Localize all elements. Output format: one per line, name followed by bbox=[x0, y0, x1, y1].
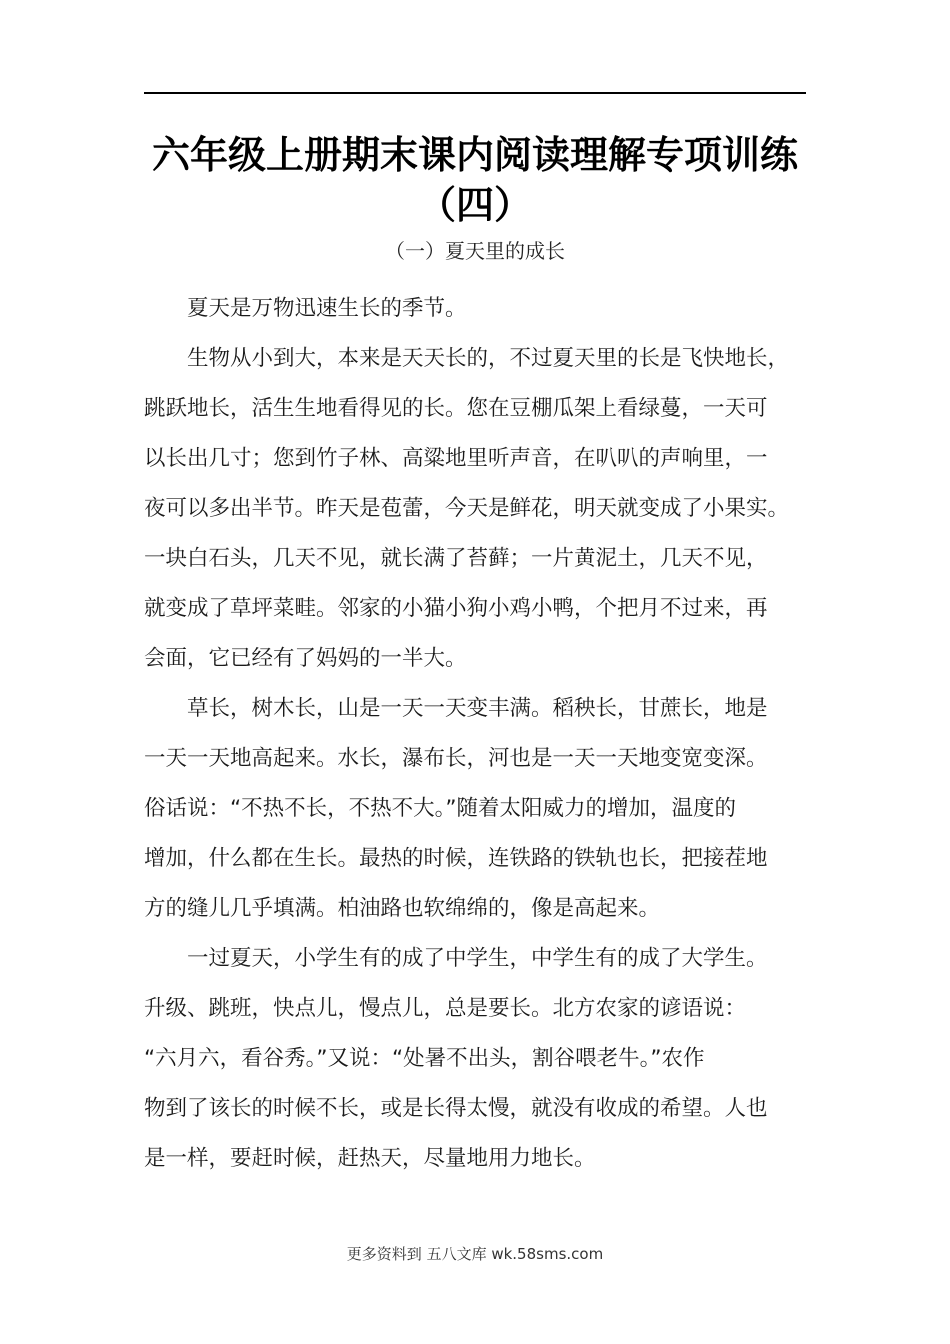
paragraph-line: 夜可以多出半节。昨天是苞蕾，今天是鲜花，明天就变成了小果实。 bbox=[144, 496, 790, 521]
paragraph-2 bbox=[144, 334, 824, 684]
paragraph-line: 夏天是万物迅速生长的季节。 bbox=[187, 296, 467, 321]
paragraph-line: 升级、跳班，快点儿，慢点儿，总是要长。北方农家的谚语说： bbox=[144, 996, 747, 1021]
page-title-line2: （四） bbox=[417, 183, 532, 227]
paragraph-line: 会面，它已经有了妈妈的一半大。 bbox=[144, 646, 467, 671]
paragraph-line: 以长出几寸；您到竹子林、高粱地里听声音，在叭叭的声响里，一 bbox=[144, 446, 768, 471]
article-body bbox=[144, 284, 824, 1184]
paragraph-line: 一天一天地高起来。水长，瀑布长，河也是一天一天地变宽变深。 bbox=[144, 746, 768, 771]
paragraph-line: 就变成了草坪菜畦。邻家的小猫小狗小鸡小鸭，个把月不过来，再 bbox=[144, 596, 768, 621]
paragraph-line: 一过夏天，小学生有的成了中学生，中学生有的成了大学生。 bbox=[187, 946, 768, 971]
paragraph-line: 是一样，要赶时候，赶热天，尽量地用力地长。 bbox=[144, 1146, 596, 1171]
paragraph-line: 跳跃地长，活生生地看得见的长。您在豆棚瓜架上看绿蔓，一天可 bbox=[144, 396, 768, 421]
paragraph-line: 方的缝儿几乎填满。柏油路也软绵绵的，像是高起来。 bbox=[144, 896, 661, 921]
paragraph-1 bbox=[144, 284, 824, 334]
footer-watermark: 更多资料到 五八文库 wk.58sms.com bbox=[346, 1245, 604, 1263]
paragraph-3 bbox=[144, 684, 824, 934]
paragraph-line: “六月六，看谷秀。”又说：“处暑不出头，割谷喂老牛。”农作 bbox=[144, 1046, 705, 1071]
paragraph-line: 物到了该长的时候不长，或是长得太慢，就没有收成的希望。人也 bbox=[144, 1096, 768, 1121]
section-subtitle: （一）夏天里的成长 bbox=[385, 239, 565, 263]
paragraph-line: 俗话说：“不热不长，不热不大。”随着太阳威力的增加，温度的 bbox=[144, 796, 737, 821]
page-title-line1: 六年级上册期末课内阅读理解专项训练 bbox=[151, 133, 798, 177]
paragraph-line: 增加，什么都在生长。最热的时候，连铁路的铁轨也长，把接茬地 bbox=[144, 846, 768, 871]
paragraph-4 bbox=[144, 934, 824, 1184]
top-rule bbox=[144, 92, 806, 94]
paragraph-line: 草长，树木长，山是一天一天变丰满。稻秧长，甘蔗长，地是 bbox=[187, 696, 768, 721]
paragraph-line: 一块白石头，几天不见，就长满了苔藓；一片黄泥土，几天不见， bbox=[144, 546, 768, 571]
paragraph-line: 生物从小到大，本来是天天长的，不过夏天里的长是飞快地长， bbox=[187, 346, 790, 371]
